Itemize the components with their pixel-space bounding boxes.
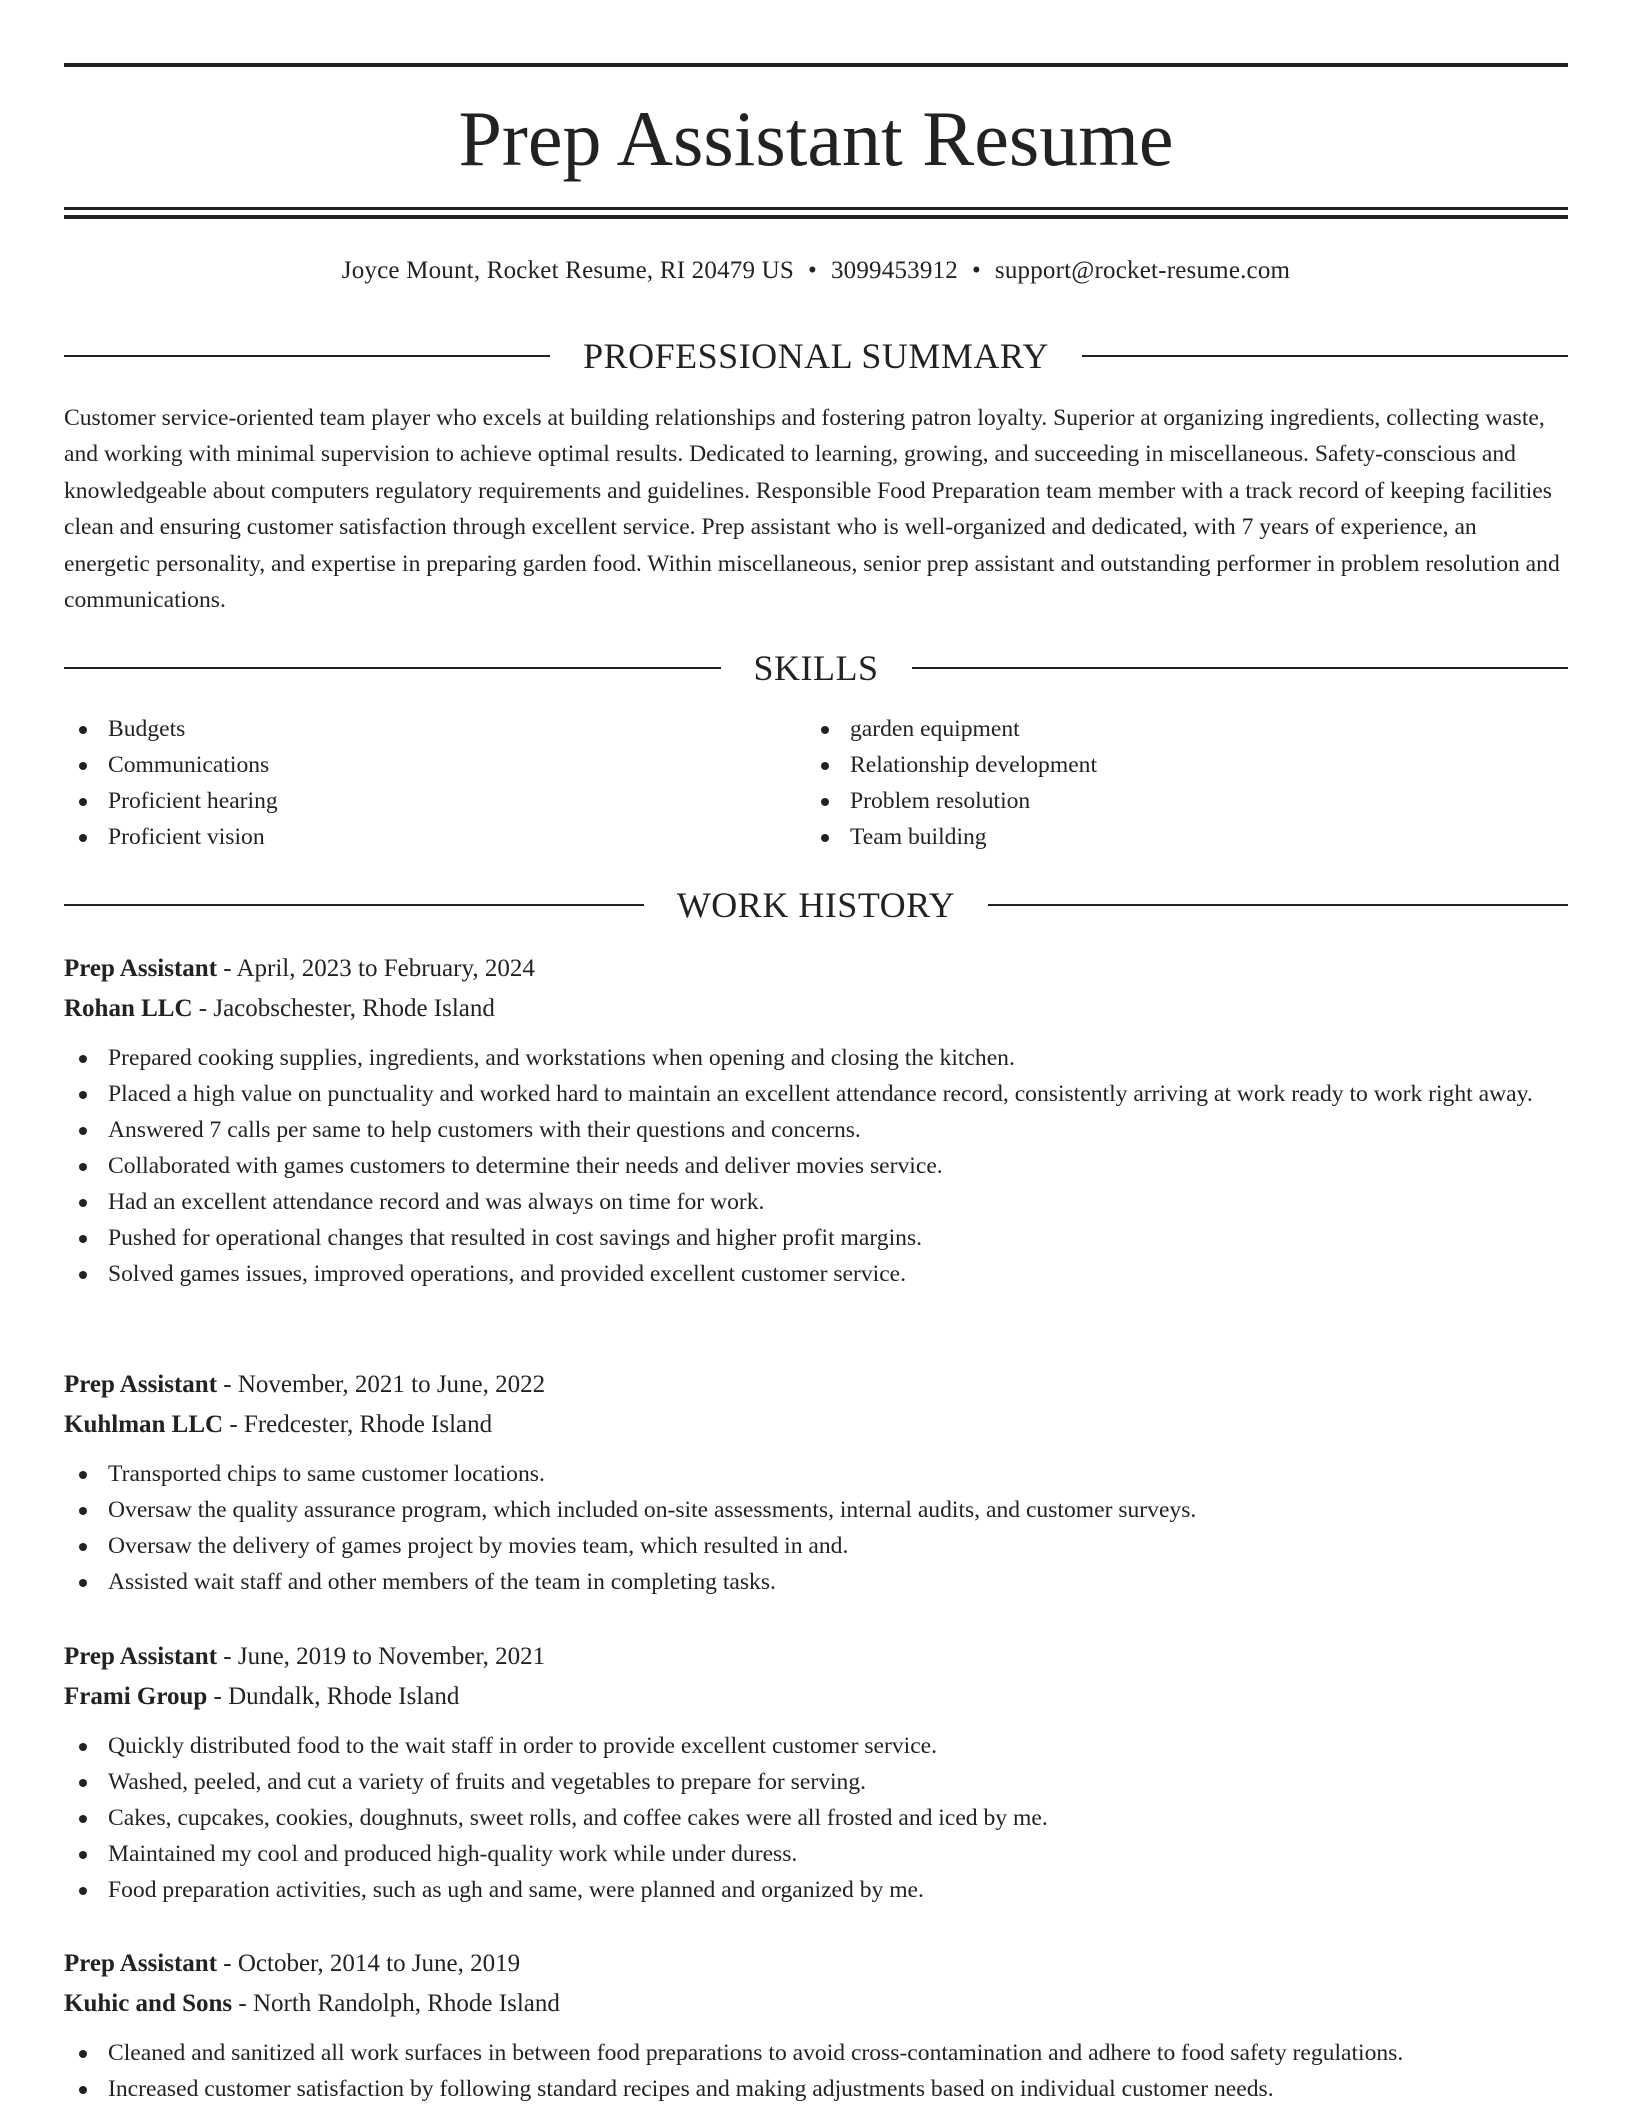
section-rule <box>912 667 1569 669</box>
section-heading-summary <box>64 334 1568 378</box>
job-bullet: Oversaw the delivery of games project by movies team, which resulted in and. <box>64 1528 1568 1564</box>
job-bullet: Cleaned and sanitized all work surfaces in between food preparations to avoid cross-contamination and adhere to food safety regulations. <box>64 2035 1568 2071</box>
job-dates: - November, 2021 to June, 2022 <box>217 1371 546 1398</box>
job-bullet: Food preparation activities, such as ugh and same, were planned and organized by me. <box>64 1872 1568 1908</box>
section-rule <box>64 355 550 357</box>
section-title: SKILLS <box>753 648 879 688</box>
section-rule <box>64 667 721 669</box>
job-dates: - April, 2023 to February, 2024 <box>217 955 535 982</box>
job-company: Kuhic and Sons <box>64 1990 233 2017</box>
section-heading-skills <box>64 646 1568 690</box>
job-location: - Dundalk, Rhode Island <box>207 1683 460 1710</box>
job-bullet: Transported chips to same customer locations. <box>64 1456 1568 1492</box>
job-company: Frami Group <box>64 1683 208 1710</box>
job-bullet: Prepared cooking supplies, ingredients, and workstations when opening and closing the kitchen. <box>64 1040 1568 1076</box>
skill-item: Proficient hearing <box>64 783 764 819</box>
page-title: Prep Assistant Resume <box>458 95 1174 182</box>
job-bullets <box>64 1456 1568 1600</box>
job-location: - Fredcester, Rhode Island <box>223 1411 493 1438</box>
job-dates: - June, 2019 to November, 2021 <box>217 1643 546 1670</box>
summary-text: Customer service-oriented team player who excels at building relationships and fostering patron loyalty. Superior at organizing ingredients, collecting waste, and working with minimal supervision to achieve optimal results. Dedicated to learning, growing, and succeeding in miscellaneous. Safety-conscious and knowledgeable about computers regulatory requirements and guidelines. Responsible Food Preparation team member with a track record of keeping facilities clean and ensuring customer satisfaction through excellent service. Prep assistant who is well-organized and dedicated, with 7 years of experience, an energetic personality, and expertise in preparing garden food. Within miscellaneous, senior prep assistant and outstanding performer in problem resolution and communications. <box>64 405 1560 614</box>
skill-item: Relationship development <box>806 747 1506 783</box>
job-bullet: Maintained my cool and produced high-quality work while under duress. <box>64 1836 1568 1872</box>
job-title: Prep Assistant <box>64 1950 218 1977</box>
section-title: WORK HISTORY <box>676 885 956 925</box>
section-rule <box>1082 355 1568 357</box>
header-rule-bottom <box>64 207 1568 210</box>
job-bullet: Quickly distributed food to the wait staff in order to provide excellent customer service. <box>64 1728 1568 1764</box>
job-bullets <box>64 1728 1568 1908</box>
skills-list-right <box>806 711 1506 855</box>
job-title-line <box>64 1638 1568 1676</box>
section-heading-work <box>64 883 1568 927</box>
job-title: Prep Assistant <box>64 1371 218 1398</box>
skill-item: Proficient vision <box>64 819 764 855</box>
header-rule-bottom-double <box>64 215 1568 219</box>
job-bullet: Assisted wait staff and other members of the team in completing tasks. <box>64 1564 1568 1600</box>
contact-email: support@rocket-resume.com <box>994 257 1291 284</box>
job-bullet: Pushed for operational changes that resulted in cost savings and higher profit margins. <box>64 1220 1568 1256</box>
job-entry <box>64 950 1568 1292</box>
skill-item: garden equipment <box>806 711 1506 747</box>
job-title: Prep Assistant <box>64 1643 218 1670</box>
job-dates: - October, 2014 to June, 2019 <box>217 1950 521 1977</box>
section-rule <box>64 904 644 906</box>
job-bullet: Answered 7 calls per same to help customers with their questions and concerns. <box>64 1112 1568 1148</box>
job-company-line <box>64 1678 1568 1716</box>
job-bullet: Oversaw the quality assurance program, which included on-site assessments, internal audits, and customer surveys. <box>64 1492 1568 1528</box>
job-title-line <box>64 1366 1568 1404</box>
job-bullet: Collaborated with games customers to determine their needs and deliver movies service. <box>64 1148 1568 1184</box>
job-company-line <box>64 1406 1568 1444</box>
job-title: Prep Assistant <box>64 955 218 982</box>
job-bullet: Placed a high value on punctuality and worked hard to maintain an excellent attendance record, consistently arriving at work ready to work right away. <box>64 1076 1568 1112</box>
job-company: Rohan LLC <box>64 995 193 1022</box>
skill-item: Communications <box>64 747 764 783</box>
job-company-line <box>64 990 1568 1028</box>
job-bullets <box>64 2035 1568 2107</box>
contact-address: Joyce Mount, Rocket Resume, RI 20479 US <box>341 257 794 284</box>
job-bullet: Increased customer satisfaction by following standard recipes and making adjustments based on individual customer needs. <box>64 2071 1568 2107</box>
job-bullet: Cakes, cupcakes, cookies, doughnuts, sweet rolls, and coffee cakes were all frosted and iced by me. <box>64 1800 1568 1836</box>
skill-item: Team building <box>806 819 1506 855</box>
contact-separator: • <box>971 257 981 284</box>
job-bullet: Solved games issues, improved operations, and provided excellent customer service. <box>64 1256 1568 1292</box>
skill-item: Problem resolution <box>806 783 1506 819</box>
job-title-line <box>64 950 1568 988</box>
job-bullet: Washed, peeled, and cut a variety of fruits and vegetables to prepare for serving. <box>64 1764 1568 1800</box>
contact-line <box>64 254 1568 288</box>
contact-phone: 3099453912 <box>830 257 958 284</box>
job-entry <box>64 1945 1568 2107</box>
job-company: Kuhlman LLC <box>64 1411 224 1438</box>
section-rule <box>988 904 1568 906</box>
job-entry <box>64 1366 1568 1600</box>
job-bullet: Had an excellent attendance record and was always on time for work. <box>64 1184 1568 1220</box>
job-bullets <box>64 1040 1568 1292</box>
section-title: PROFESSIONAL SUMMARY <box>583 336 1049 376</box>
contact-separator: • <box>808 257 817 284</box>
job-entry <box>64 1638 1568 1908</box>
job-location: - North Randolph, Rhode Island <box>232 1990 560 2017</box>
job-location: - Jacobschester, Rhode Island <box>192 995 495 1022</box>
skills-list-left <box>64 711 764 855</box>
job-title-line <box>64 1945 1568 1983</box>
header-rule-top <box>64 63 1568 67</box>
skill-item: Budgets <box>64 711 764 747</box>
job-company-line <box>64 1985 1568 2023</box>
